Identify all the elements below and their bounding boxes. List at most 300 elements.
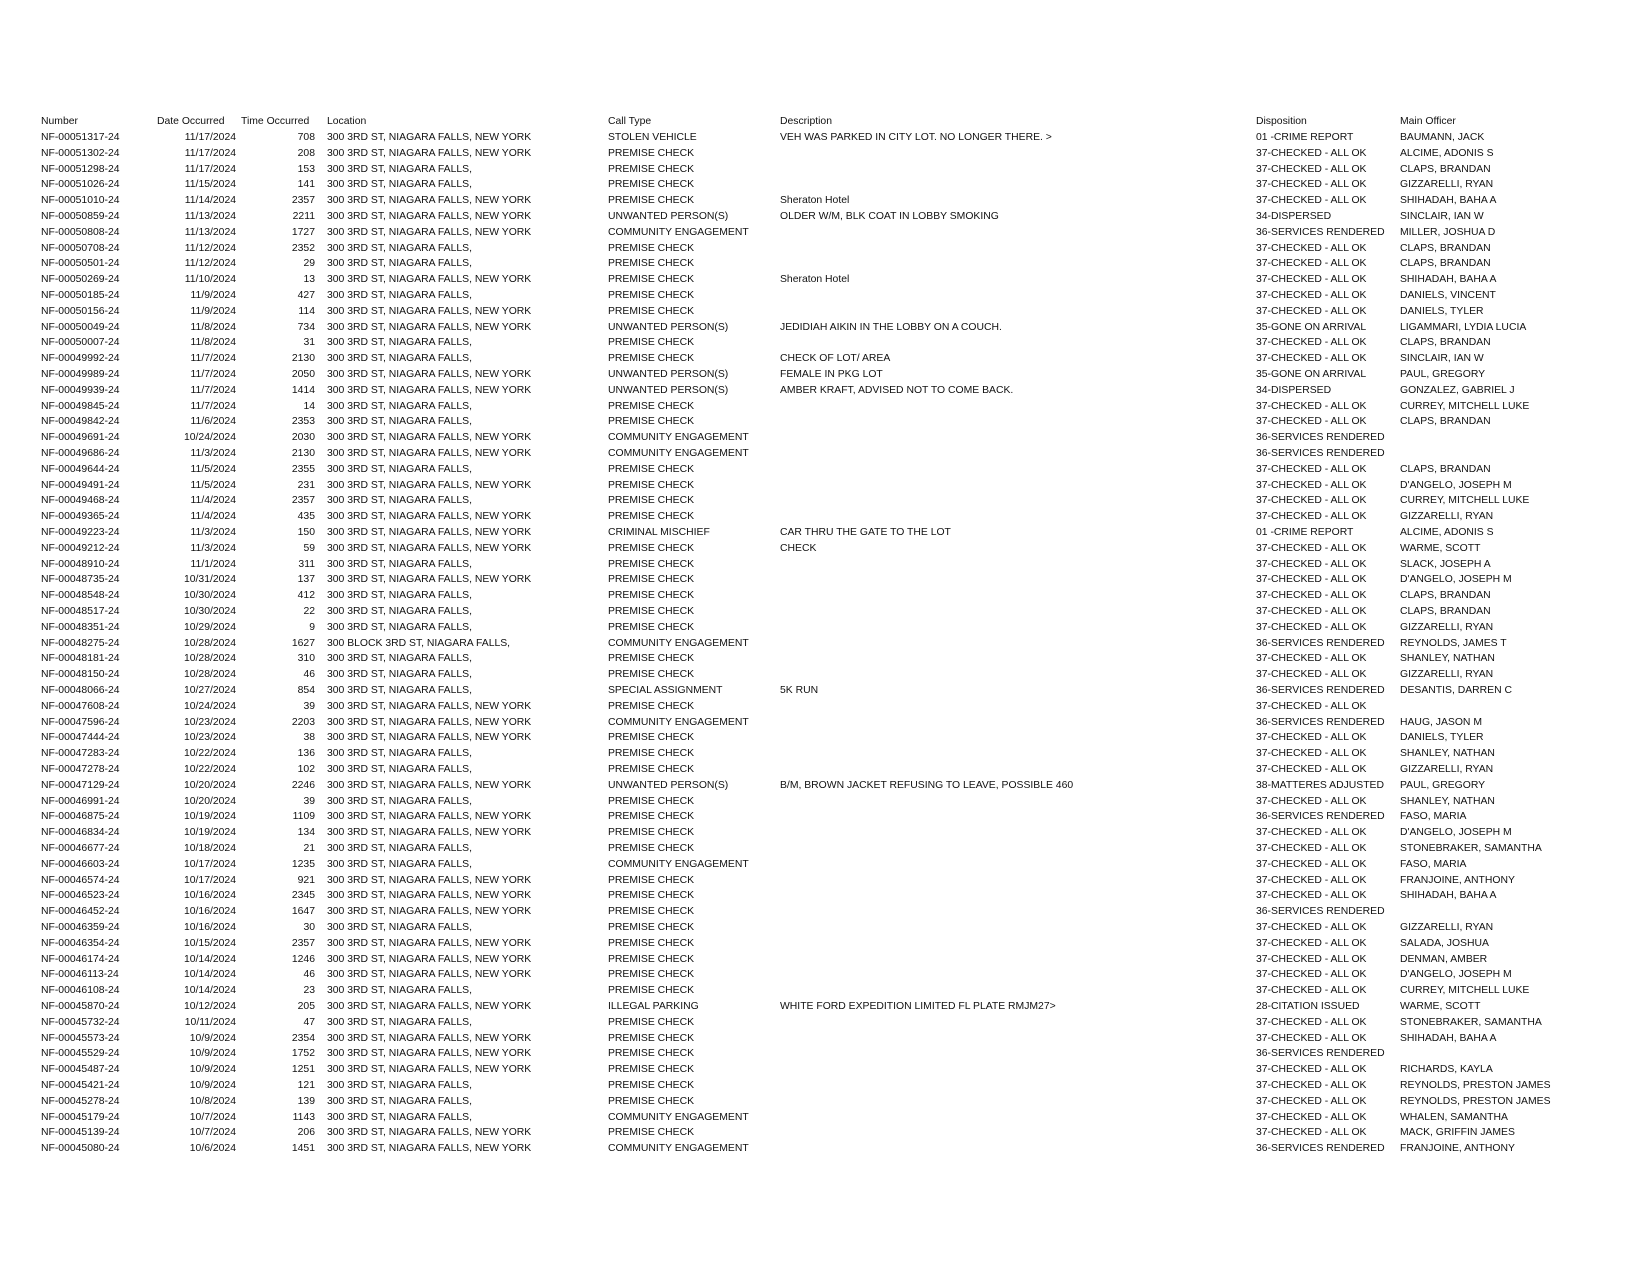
cell-time: 136 <box>297 748 315 760</box>
cell-disposition: 37-CHECKED - ALL OK <box>1256 1016 1367 1028</box>
cell-date: 10/22/2024 <box>183 748 236 760</box>
table-row <box>0 794 1651 810</box>
table-row <box>0 446 1651 462</box>
cell-date: 10/22/2024 <box>183 764 236 775</box>
cell-time: 9 <box>309 621 315 633</box>
cell-disposition: 36-SERVICES RENDERED <box>1256 811 1385 823</box>
cell-disposition: 37-CHECKED - ALL OK <box>1256 700 1367 712</box>
cell-location: 300 3RD ST, NIAGARA FALLS, NEW YORK <box>327 953 532 965</box>
cell-number: NF-00049212-24 <box>41 542 120 554</box>
cell-date: 10/9/2024 <box>189 1064 236 1076</box>
cell-call-type: UNWANTED PERSON(S) <box>608 211 729 222</box>
cell-location: 300 3RD ST, NIAGARA FALLS, NEW YORK <box>327 211 532 222</box>
cell-officer: HAUG, JASON M <box>1400 716 1482 728</box>
cell-time: 31 <box>303 337 315 349</box>
cell-number: NF-00050185-24 <box>41 290 120 301</box>
cell-disposition: 38-MATTERES ADJUSTED <box>1256 779 1384 791</box>
cell-call-type: PREMISE CHECK <box>608 1032 695 1044</box>
cell-date: 11/17/2024 <box>184 163 236 175</box>
cell-location: 300 3RD ST, NIAGARA FALLS, <box>327 1111 472 1123</box>
cell-location: 300 3RD ST, NIAGARA FALLS, <box>327 922 472 933</box>
cell-officer: SHANLEY, NATHAN <box>1400 795 1495 807</box>
cell-location: 300 3RD ST, NIAGARA FALLS, NEW YORK <box>327 906 532 918</box>
cell-location: 300 3RD ST, NIAGARA FALLS, NEW YORK <box>327 226 532 238</box>
cell-time: 427 <box>297 290 315 301</box>
table-row <box>0 999 1651 1015</box>
cell-date: 10/20/2024 <box>183 795 236 807</box>
cell-date: 11/8/2024 <box>190 321 236 333</box>
cell-call-type: COMMUNITY ENGAGEMENT <box>608 637 749 649</box>
cell-time: 2355 <box>291 463 315 475</box>
cell-time: 310 <box>297 653 315 665</box>
header-location: Location <box>327 116 367 127</box>
cell-officer: RICHARDS, KAYLA <box>1400 1064 1493 1076</box>
cell-location: 300 3RD ST, NIAGARA FALLS, NEW YORK <box>327 511 532 523</box>
cell-date: 11/13/2024 <box>184 211 236 222</box>
cell-number: NF-00045139-24 <box>41 1127 120 1139</box>
cell-number: NF-00049939-24 <box>41 384 120 396</box>
cell-date: 11/7/2024 <box>190 384 236 396</box>
header-date: Date Occurred <box>157 116 225 127</box>
cell-time: 2353 <box>291 416 315 428</box>
cell-date: 11/9/2024 <box>190 305 236 317</box>
cell-location: 300 3RD ST, NIAGARA FALLS, <box>327 179 472 191</box>
cell-officer: SHIHADAH, BAHA A <box>1400 195 1497 207</box>
cell-location: 300 3RD ST, NIAGARA FALLS, NEW YORK <box>327 305 532 317</box>
cell-call-type: COMMUNITY ENGAGEMENT <box>608 448 749 459</box>
table-row <box>0 493 1651 509</box>
cell-disposition: 37-CHECKED - ALL OK <box>1256 495 1367 507</box>
cell-date: 10/6/2024 <box>189 1143 236 1155</box>
cell-disposition: 37-CHECKED - ALL OK <box>1256 858 1367 870</box>
cell-disposition: 37-CHECKED - ALL OK <box>1256 1111 1367 1123</box>
cell-time: 2130 <box>291 353 315 365</box>
header-number: Number <box>41 116 78 127</box>
table-row <box>0 1031 1651 1047</box>
cell-date: 11/12/2024 <box>184 258 236 270</box>
table-row <box>0 557 1651 573</box>
cell-number: NF-00049365-24 <box>41 511 120 523</box>
cell-date: 10/28/2024 <box>183 637 236 649</box>
cell-disposition: 37-CHECKED - ALL OK <box>1256 179 1367 191</box>
cell-disposition: 37-CHECKED - ALL OK <box>1256 511 1367 523</box>
table-row <box>0 888 1651 904</box>
table-row <box>0 304 1651 320</box>
cell-date: 11/7/2024 <box>190 369 236 380</box>
cell-officer: GIZZARELLI, RYAN <box>1400 764 1494 775</box>
cell-location: 300 3RD ST, NIAGARA FALLS, NEW YORK <box>327 1127 532 1139</box>
cell-call-type: PREMISE CHECK <box>608 1048 695 1060</box>
cell-time: 30 <box>303 922 315 933</box>
cell-call-type: PREMISE CHECK <box>608 811 695 823</box>
header-officer: Main Officer <box>1400 116 1456 127</box>
cell-officer: CLAPS, BRANDAN <box>1400 242 1491 254</box>
cell-time: 1143 <box>292 1111 315 1123</box>
cell-date: 10/9/2024 <box>189 1032 236 1044</box>
table-row <box>0 509 1651 525</box>
cell-time: 208 <box>297 147 315 159</box>
cell-disposition: 37-CHECKED - ALL OK <box>1256 195 1367 207</box>
cell-officer: ALCIME, ADONIS S <box>1400 147 1494 159</box>
table-row <box>0 1094 1651 1110</box>
cell-number: NF-00049644-24 <box>41 463 120 475</box>
cell-time: 2246 <box>291 779 315 791</box>
cell-officer: MACK, GRIFFIN JAMES <box>1400 1127 1515 1139</box>
cell-call-type: PREMISE CHECK <box>608 922 695 933</box>
table-row <box>0 651 1651 667</box>
cell-date: 11/10/2024 <box>184 274 236 286</box>
table-row <box>0 146 1651 162</box>
cell-date: 11/7/2024 <box>190 353 236 365</box>
cell-disposition: 37-CHECKED - ALL OK <box>1256 1032 1367 1044</box>
cell-call-type: PREMISE CHECK <box>608 274 695 286</box>
table-row <box>0 572 1651 588</box>
cell-call-type: PREMISE CHECK <box>608 953 695 965</box>
cell-time: 1246 <box>291 953 315 965</box>
cell-date: 10/7/2024 <box>189 1127 236 1139</box>
table-row <box>0 1110 1651 1126</box>
cell-call-type: PREMISE CHECK <box>608 558 695 570</box>
cell-call-type: UNWANTED PERSON(S) <box>608 369 729 380</box>
cell-number: NF-00048548-24 <box>41 590 120 602</box>
cell-disposition: 37-CHECKED - ALL OK <box>1256 669 1367 681</box>
cell-location: 300 3RD ST, NIAGARA FALLS, <box>327 337 472 349</box>
cell-number: NF-00050269-24 <box>41 274 120 286</box>
cell-time: 14 <box>303 400 315 412</box>
cell-date: 10/30/2024 <box>183 590 236 602</box>
table-row <box>0 983 1651 999</box>
cell-officer: CLAPS, BRANDAN <box>1400 337 1491 349</box>
cell-time: 2357 <box>291 495 315 507</box>
cell-officer: SHANLEY, NATHAN <box>1400 653 1495 665</box>
cell-time: 29 <box>303 258 315 270</box>
cell-number: NF-00049842-24 <box>41 416 120 428</box>
cell-disposition: 37-CHECKED - ALL OK <box>1256 590 1367 602</box>
cell-time: 1109 <box>292 811 315 823</box>
cell-date: 11/3/2024 <box>190 542 236 554</box>
table-row <box>0 699 1651 715</box>
table-row <box>0 462 1651 478</box>
header-row <box>0 114 1651 130</box>
table-row <box>0 430 1651 446</box>
cell-description: VEH WAS PARKED IN CITY LOT. NO LONGER THERE. > <box>780 132 1052 143</box>
cell-call-type: PREMISE CHECK <box>608 305 695 317</box>
cell-officer: CURREY, MITCHELL LUKE <box>1400 400 1530 412</box>
cell-date: 10/9/2024 <box>189 1048 236 1060</box>
cell-officer: D'ANGELO, JOSEPH M <box>1400 574 1512 586</box>
cell-disposition: 37-CHECKED - ALL OK <box>1256 953 1367 965</box>
cell-call-type: PREMISE CHECK <box>608 590 695 602</box>
cell-disposition: 37-CHECKED - ALL OK <box>1256 400 1367 412</box>
cell-location: 300 3RD ST, NIAGARA FALLS, <box>327 843 472 854</box>
cell-location: 300 3RD ST, NIAGARA FALLS, NEW YORK <box>327 779 532 791</box>
cell-call-type: PREMISE CHECK <box>608 700 695 712</box>
cell-officer: SINCLAIR, IAN W <box>1400 211 1484 222</box>
cell-call-type: PREMISE CHECK <box>608 827 695 839</box>
table-row <box>0 620 1651 636</box>
cell-time: 1235 <box>291 858 315 870</box>
cell-location: 300 3RD ST, NIAGARA FALLS, <box>327 748 472 760</box>
table-row <box>0 683 1651 699</box>
cell-number: NF-00049491-24 <box>41 479 120 491</box>
cell-disposition: 37-CHECKED - ALL OK <box>1256 258 1367 270</box>
cell-time: 2130 <box>291 448 315 459</box>
cell-time: 59 <box>303 542 315 554</box>
cell-time: 46 <box>303 969 315 981</box>
cell-time: 2050 <box>291 369 315 380</box>
cell-call-type: PREMISE CHECK <box>608 163 695 175</box>
cell-number: NF-00049989-24 <box>41 369 120 380</box>
cell-disposition: 01 -CRIME REPORT <box>1256 527 1354 538</box>
cell-officer: REYNOLDS, PRESTON JAMES <box>1400 1095 1551 1107</box>
header-description: Description <box>780 116 832 127</box>
cell-call-type: COMMUNITY ENGAGEMENT <box>608 858 749 870</box>
table-row <box>0 241 1651 257</box>
cell-officer: SALADA, JOSHUA <box>1400 937 1489 949</box>
cell-officer: WARME, SCOTT <box>1400 542 1481 554</box>
cell-disposition: 37-CHECKED - ALL OK <box>1256 558 1367 570</box>
cell-number: NF-00051010-24 <box>41 195 120 207</box>
table-row <box>0 715 1651 731</box>
table-row <box>0 130 1651 146</box>
cell-officer: DANIELS, TYLER <box>1400 305 1484 317</box>
cell-officer: SHIHADAH, BAHA A <box>1400 890 1497 902</box>
cell-number: NF-00048910-24 <box>41 558 120 570</box>
cell-officer: SHANLEY, NATHAN <box>1400 748 1495 760</box>
cell-number: NF-00049223-24 <box>41 527 120 538</box>
table-row <box>0 335 1651 351</box>
cell-location: 300 3RD ST, NIAGARA FALLS, NEW YORK <box>327 321 532 333</box>
cell-time: 412 <box>297 590 315 602</box>
cell-disposition: 37-CHECKED - ALL OK <box>1256 463 1367 475</box>
cell-officer: SHIHADAH, BAHA A <box>1400 274 1497 286</box>
cell-officer: SINCLAIR, IAN W <box>1400 353 1484 365</box>
table-row <box>0 225 1651 241</box>
cell-location: 300 3RD ST, NIAGARA FALLS, NEW YORK <box>327 1001 532 1012</box>
cell-number: NF-00047129-24 <box>41 779 120 791</box>
cell-time: 38 <box>303 732 315 744</box>
cell-date: 10/16/2024 <box>183 890 236 902</box>
table-row <box>0 1125 1651 1141</box>
cell-officer: ALCIME, ADONIS S <box>1400 527 1494 538</box>
cell-officer: GIZZARELLI, RYAN <box>1400 621 1494 633</box>
cell-disposition: 35-GONE ON ARRIVAL <box>1256 321 1367 333</box>
cell-location: 300 3RD ST, NIAGARA FALLS, NEW YORK <box>327 937 532 949</box>
cell-time: 1414 <box>291 384 315 396</box>
table-row <box>0 399 1651 415</box>
cell-time: 2357 <box>291 937 315 949</box>
cell-date: 10/14/2024 <box>183 953 236 965</box>
cell-disposition: 37-CHECKED - ALL OK <box>1256 748 1367 760</box>
cell-call-type: PREMISE CHECK <box>608 290 695 301</box>
cell-call-type: PREMISE CHECK <box>608 463 695 475</box>
cell-location: 300 3RD ST, NIAGARA FALLS, <box>327 242 472 254</box>
cell-number: NF-00049691-24 <box>41 432 120 444</box>
cell-number: NF-00049468-24 <box>41 495 120 507</box>
cell-number: NF-00046452-24 <box>41 906 120 918</box>
cell-time: 134 <box>297 827 315 839</box>
cell-call-type: CRIMINAL MISCHIEF <box>608 527 710 538</box>
cell-disposition: 37-CHECKED - ALL OK <box>1256 843 1367 854</box>
table-row <box>0 841 1651 857</box>
cell-location: 300 3RD ST, NIAGARA FALLS, <box>327 653 472 665</box>
cell-time: 2345 <box>291 890 315 902</box>
cell-officer: DENMAN, AMBER <box>1400 953 1488 965</box>
cell-officer: CLAPS, BRANDAN <box>1400 606 1491 617</box>
cell-number: NF-00051298-24 <box>41 163 120 175</box>
cell-location: 300 3RD ST, NIAGARA FALLS, <box>327 1080 472 1091</box>
cell-date: 10/14/2024 <box>183 985 236 997</box>
cell-date: 11/3/2024 <box>190 448 236 459</box>
cell-number: NF-00046523-24 <box>41 890 120 902</box>
cell-location: 300 3RD ST, NIAGARA FALLS, NEW YORK <box>327 1064 532 1076</box>
table-row <box>0 1046 1651 1062</box>
cell-disposition: 37-CHECKED - ALL OK <box>1256 827 1367 839</box>
cell-time: 23 <box>303 985 315 997</box>
cell-disposition: 36-SERVICES RENDERED <box>1256 226 1385 238</box>
cell-description: CHECK OF LOT/ AREA <box>780 353 891 365</box>
cell-time: 141 <box>297 179 315 191</box>
cell-time: 137 <box>297 574 315 586</box>
cell-number: NF-00049845-24 <box>41 400 120 412</box>
cell-date: 10/24/2024 <box>183 432 236 444</box>
cell-disposition: 37-CHECKED - ALL OK <box>1256 606 1367 617</box>
cell-time: 46 <box>303 669 315 681</box>
cell-call-type: PREMISE CHECK <box>608 179 695 191</box>
cell-call-type: PREMISE CHECK <box>608 574 695 586</box>
cell-officer: PAUL, GREGORY <box>1400 779 1486 791</box>
cell-disposition: 36-SERVICES RENDERED <box>1256 1143 1385 1155</box>
cell-number: NF-00048275-24 <box>41 637 120 649</box>
cell-disposition: 36-SERVICES RENDERED <box>1256 637 1385 649</box>
cell-officer: STONEBRAKER, SAMANTHA <box>1400 843 1542 854</box>
cell-call-type: COMMUNITY ENGAGEMENT <box>608 226 749 238</box>
cell-time: 139 <box>297 1095 315 1107</box>
cell-number: NF-00048066-24 <box>41 685 120 696</box>
cell-number: NF-00046991-24 <box>41 795 120 807</box>
table-row <box>0 904 1651 920</box>
cell-call-type: UNWANTED PERSON(S) <box>608 779 729 791</box>
cell-location: 300 3RD ST, NIAGARA FALLS, <box>327 1016 472 1028</box>
cell-disposition: 37-CHECKED - ALL OK <box>1256 147 1367 159</box>
cell-location: 300 3RD ST, NIAGARA FALLS, NEW YORK <box>327 147 532 159</box>
cell-location: 300 3RD ST, NIAGARA FALLS, <box>327 353 472 365</box>
cell-time: 22 <box>303 606 315 617</box>
cell-date: 10/11/2024 <box>184 1016 236 1028</box>
cell-location: 300 3RD ST, NIAGARA FALLS, NEW YORK <box>327 432 532 444</box>
cell-disposition: 01 -CRIME REPORT <box>1256 132 1354 143</box>
cell-call-type: UNWANTED PERSON(S) <box>608 384 729 396</box>
cell-officer: FRANJOINE, ANTHONY <box>1400 874 1515 886</box>
cell-description: OLDER W/M, BLK COAT IN LOBBY SMOKING <box>780 211 999 222</box>
cell-number: NF-00047596-24 <box>41 716 120 728</box>
cell-number: NF-00050156-24 <box>41 305 120 317</box>
cell-time: 311 <box>298 558 315 570</box>
header-call-type: Call Type <box>608 116 652 127</box>
cell-disposition: 37-CHECKED - ALL OK <box>1256 795 1367 807</box>
cell-date: 10/14/2024 <box>183 969 236 981</box>
cell-number: NF-00046603-24 <box>41 858 120 870</box>
cell-call-type: PREMISE CHECK <box>608 542 695 554</box>
cell-number: NF-00048351-24 <box>41 621 120 633</box>
cell-location: 300 3RD ST, NIAGARA FALLS, NEW YORK <box>327 811 532 823</box>
table-row <box>0 1141 1651 1157</box>
cell-call-type: PREMISE CHECK <box>608 653 695 665</box>
cell-location: 300 3RD ST, NIAGARA FALLS, <box>327 558 472 570</box>
cell-time: 39 <box>303 795 315 807</box>
cell-description: FEMALE IN PKG LOT <box>780 369 883 380</box>
cell-number: NF-00049686-24 <box>41 448 120 459</box>
cell-call-type: PREMISE CHECK <box>608 874 695 886</box>
cell-call-type: PREMISE CHECK <box>608 795 695 807</box>
cell-date: 10/18/2024 <box>183 843 236 854</box>
cell-officer: SLACK, JOSEPH A <box>1400 558 1491 570</box>
cell-number: NF-00045870-24 <box>41 1001 120 1012</box>
cell-time: 1727 <box>291 226 315 238</box>
cell-disposition: 37-CHECKED - ALL OK <box>1256 353 1367 365</box>
cell-call-type: PREMISE CHECK <box>608 621 695 633</box>
header-time: Time Occurred <box>241 116 310 127</box>
cell-time: 435 <box>297 511 315 523</box>
table-row <box>0 383 1651 399</box>
cell-officer: GIZZARELLI, RYAN <box>1400 511 1494 523</box>
cell-call-type: PREMISE CHECK <box>608 732 695 744</box>
cell-date: 10/27/2024 <box>183 685 236 696</box>
cell-location: 300 3RD ST, NIAGARA FALLS, NEW YORK <box>327 969 532 981</box>
table-row <box>0 177 1651 193</box>
cell-number: NF-00045573-24 <box>41 1032 120 1044</box>
cell-location: 300 3RD ST, NIAGARA FALLS, <box>327 495 472 507</box>
cell-time: 2211 <box>292 211 315 222</box>
cell-date: 10/31/2024 <box>183 574 236 586</box>
cell-disposition: 36-SERVICES RENDERED <box>1256 448 1385 459</box>
cell-disposition: 37-CHECKED - ALL OK <box>1256 732 1367 744</box>
cell-call-type: UNWANTED PERSON(S) <box>608 321 729 333</box>
table-row <box>0 193 1651 209</box>
cell-disposition: 36-SERVICES RENDERED <box>1256 716 1385 728</box>
cell-date: 10/16/2024 <box>183 922 236 933</box>
cell-officer: WARME, SCOTT <box>1400 1001 1481 1012</box>
cell-officer: REYNOLDS, JAMES T <box>1400 637 1507 649</box>
cell-number: NF-00046359-24 <box>41 922 120 933</box>
cell-date: 11/15/2024 <box>184 179 236 191</box>
cell-call-type: PREMISE CHECK <box>608 606 695 617</box>
table-row <box>0 778 1651 794</box>
cell-location: 300 3RD ST, NIAGARA FALLS, NEW YORK <box>327 369 532 380</box>
cell-call-type: PREMISE CHECK <box>608 969 695 981</box>
cell-time: 921 <box>297 874 315 886</box>
cell-call-type: PREMISE CHECK <box>608 258 695 270</box>
cell-number: NF-00047608-24 <box>41 700 120 712</box>
cell-date: 10/28/2024 <box>183 669 236 681</box>
cell-time: 39 <box>303 700 315 712</box>
cell-location: 300 3RD ST, NIAGARA FALLS, NEW YORK <box>327 527 532 538</box>
cell-time: 1251 <box>291 1064 315 1076</box>
cell-disposition: 37-CHECKED - ALL OK <box>1256 653 1367 665</box>
cell-number: NF-00045278-24 <box>41 1095 120 1107</box>
cell-time: 121 <box>297 1080 315 1091</box>
cell-call-type: PREMISE CHECK <box>608 1064 695 1076</box>
cell-disposition: 37-CHECKED - ALL OK <box>1256 290 1367 301</box>
cell-call-type: PREMISE CHECK <box>608 843 695 854</box>
cell-location: 300 3RD ST, NIAGARA FALLS, <box>327 606 472 617</box>
cell-call-type: COMMUNITY ENGAGEMENT <box>608 1143 749 1155</box>
cell-location: 300 3RD ST, NIAGARA FALLS, NEW YORK <box>327 132 532 143</box>
cell-disposition: 37-CHECKED - ALL OK <box>1256 621 1367 633</box>
cell-time: 231 <box>297 479 315 491</box>
cell-number: NF-00050808-24 <box>41 226 120 238</box>
cell-time: 2357 <box>291 195 315 207</box>
